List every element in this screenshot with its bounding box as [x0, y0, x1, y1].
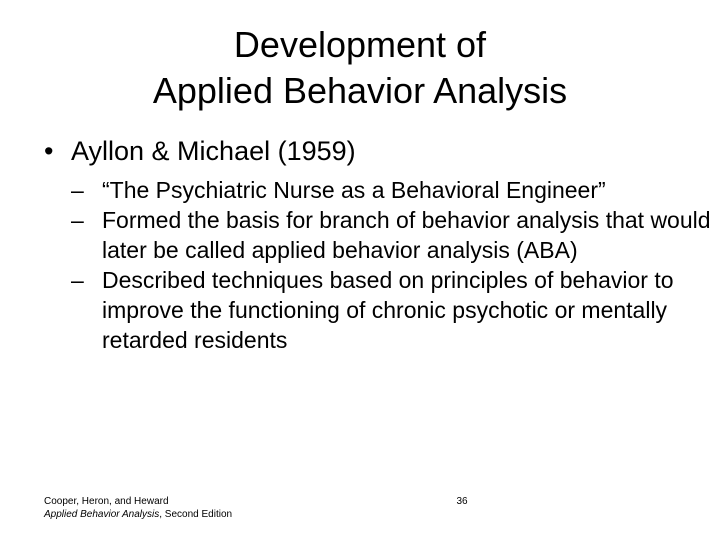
footer-citation [44, 495, 232, 521]
slide-title-line-1: Development of [233, 24, 487, 65]
slide-title-line-2: Applied Behavior Analysis [152, 70, 568, 111]
dash-marker: – [71, 207, 84, 233]
footer-book-title: Applied Behavior Analysis [44, 509, 160, 520]
footer-source [44, 508, 232, 521]
slide-title [0, 22, 720, 114]
sub-bullet-list [71, 175, 711, 355]
dash-marker: – [71, 267, 84, 293]
sub-bullet-item [71, 175, 711, 205]
sub-bullet-text: Described techniques based on principles of behavior to improve the functioning of chronic psychotic or mentally retarded residents [102, 267, 674, 353]
sub-bullet-text: Formed the basis for branch of behavior analysis that would later be called applied behavior analysis (ABA) [102, 207, 711, 263]
main-bullet [44, 133, 356, 169]
page-number: 36 [456, 496, 468, 507]
sub-bullet-item [71, 205, 711, 265]
footer-edition: , Second Edition [159, 509, 233, 520]
dash-marker: – [71, 177, 84, 203]
main-bullet-text: Ayllon & Michael (1959) [71, 136, 356, 166]
bullet-marker: • [44, 136, 54, 166]
sub-bullet-item [71, 265, 711, 355]
sub-bullet-text: “The Psychiatric Nurse as a Behavioral Engineer” [102, 177, 606, 203]
footer-authors: Cooper, Heron, and Heward [44, 496, 169, 507]
